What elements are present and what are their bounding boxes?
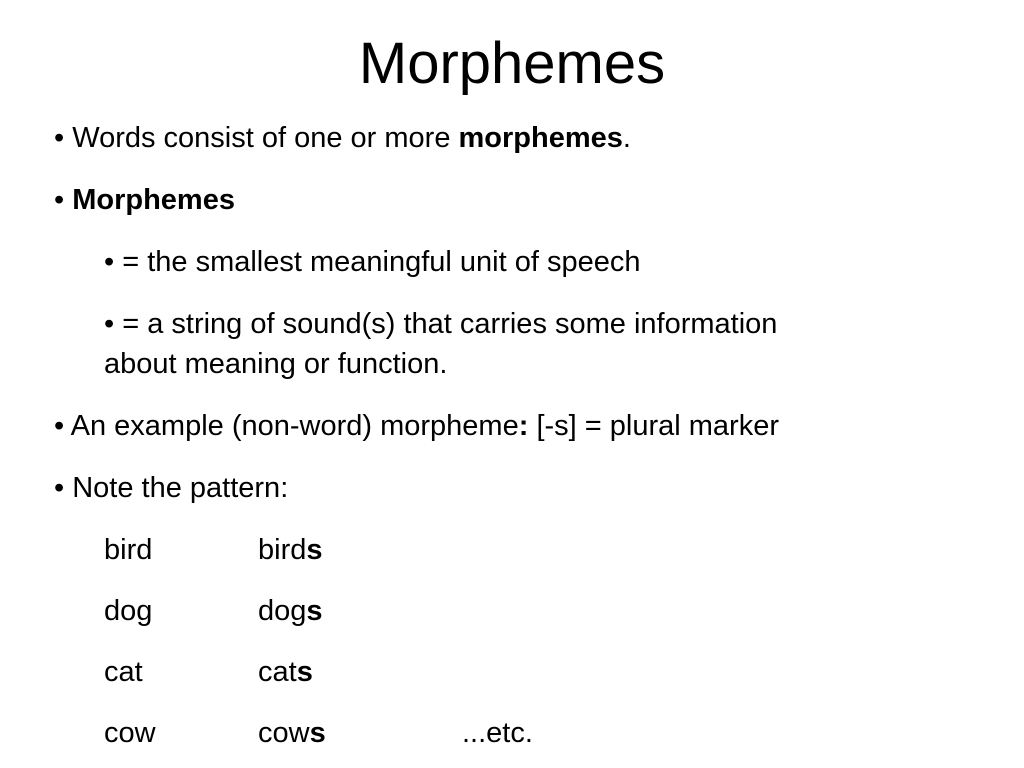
plural-word [258,715,326,751]
bullet-glyph: • [54,184,65,216]
subbullet-text-line1: = a string of sound(s) that carries some information [122,308,778,340]
bullet-glyph: • [104,246,115,278]
bullet-glyph: • [54,410,65,442]
plural-stem: dog [258,595,307,627]
plural-stem: cow [258,717,310,749]
bullet-words-consist [54,120,631,156]
singular-word: dog [104,595,153,627]
plural-suffix: s [296,656,313,688]
bold-colon: : [518,410,529,442]
plural-suffix: s [306,534,323,566]
plural-word [258,593,323,629]
subbullet-string-of-sounds [104,306,777,342]
bullet-glyph: • [104,308,115,340]
singular-word: cat [104,656,143,688]
bullet-glyph: • [54,472,65,504]
bullet-note-pattern [54,470,288,506]
plural-suffix: s [309,717,326,749]
singular-word: bird [104,534,153,566]
bullet-text-end: . [622,122,631,154]
etc-text: ...etc. [462,717,533,749]
bullet-text: Note the pattern: [72,472,289,504]
bullet-glyph: • [54,122,65,154]
subbullet-string-of-sounds-cont [104,346,447,382]
singular-word: cow [104,717,156,749]
plural-suffix: s [306,595,323,627]
bullet-morphemes-heading [54,182,235,218]
bullet-text: An example (non-word) morpheme [70,410,519,442]
bullet-text-end: [-s] = plural marker [528,410,779,442]
plural-stem: cat [258,656,297,688]
subbullet-text-line2: about meaning or function. [104,348,448,380]
plural-word [258,532,323,568]
plural-word [258,654,313,690]
bullet-example-morpheme [54,408,779,444]
plural-stem: bird [258,534,307,566]
bold-term-morphemes: morphemes [458,122,623,154]
bullet-text: Words consist of one or more [72,122,459,154]
bold-heading-morphemes: Morphemes [72,184,235,216]
slide-title: Morphemes [358,31,666,96]
subbullet-text: = the smallest meaningful unit of speech [122,246,641,278]
subbullet-smallest-unit [104,244,641,280]
